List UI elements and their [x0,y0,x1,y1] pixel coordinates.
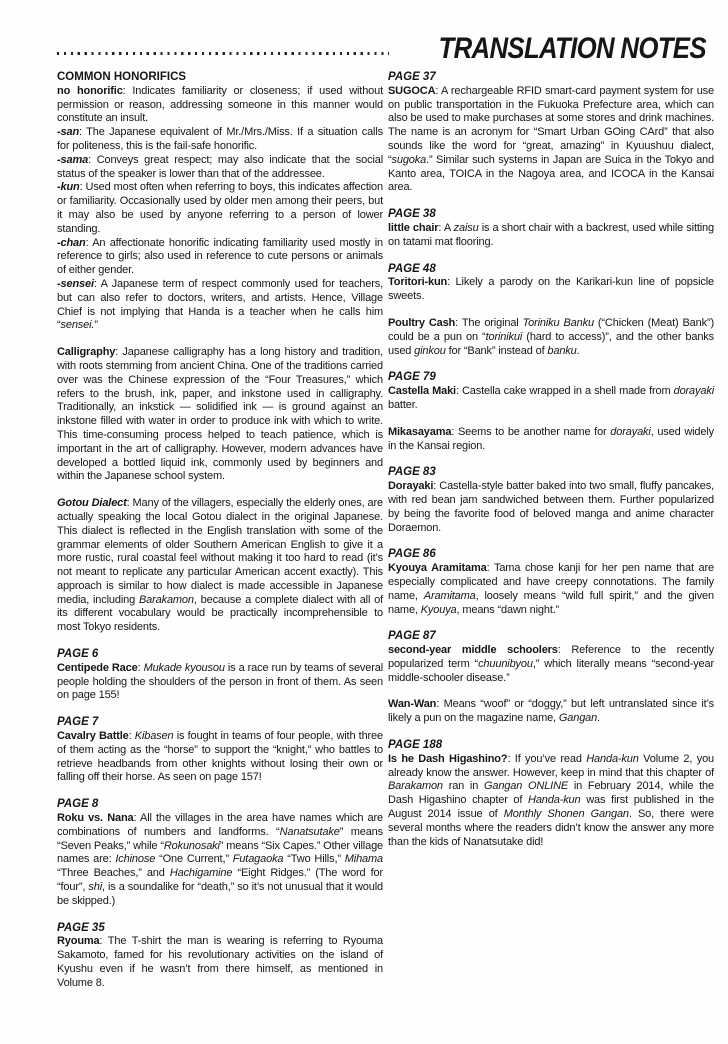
page-label: PAGE 7 [57,716,99,729]
note: -sensei: A Japanese term of respect commonly used for teachers, but can also refer to doctors, writers, and artists. Hence, Village Chief is not implying that Handa is a teacher when he calls him “sensei.” [57,277,383,332]
note: Toritori-kun: Likely a parody on the Karikari-kun line of popsicle sweets. [388,276,714,303]
note: second-year middle schoolers: Reference to the recently popularized term “chuunibyou,” which literally means “second-year middle-schooler disease.” [388,644,715,684]
notes-columns [57,71,714,991]
column-left [57,71,383,991]
page-label: PAGE 87 [388,630,436,643]
page-label: PAGE 35 [57,921,105,934]
page-label: PAGE 8 [57,798,99,811]
note-term: Toritori-kun [388,276,448,289]
note-term: Kyouya Aramitama [388,562,487,575]
page-title: TRANSLATION NOTES [438,32,706,65]
note-term: Gotou Dialect [57,497,127,510]
note: Poultry Cash: The original Toriniku Banku (“Chicken (Meat) Bank”) could be a pun on “torinikui (hard to access)”, and the other banks used ginkou for “Bank” instead of banku. [388,316,714,357]
note-term: second-year middle schoolers [388,644,558,657]
note: Dorayaki: Castella-style batter baked into two small, fluffy pancakes, with red bean jam sandwiched between them. Further popularized by being the favorite food of beloved manga and anime character Doraemon. [388,480,714,534]
note: Centipede Race: Mukade kyousou is a race run by teams of several people holding the shoulders of the person in front of them. As seen on page 155! [57,661,384,702]
note-term: -sama [57,153,89,166]
note: Wan-Wan: Means “woof” or “doggy,” but left untranslated since it’s likely a pun on the magazine name, Gangan. [388,698,714,725]
page-label: PAGE 38 [388,208,436,221]
note: -sama: Conveys great respect; may also indicate that the social status of the speaker is lower than that of the addressee. [57,153,383,180]
note-term: Castella Maki [388,385,456,398]
column-right [388,71,714,991]
note: Mikasayama: Seems to be another name for dorayaki, used widely in the Kansai region. [388,425,714,452]
page-label: PAGE 188 [388,739,443,752]
note-term: Cavalry Battle [57,730,129,743]
note-term: Wan-Wan [388,698,437,711]
note: Gotou Dialect: Many of the villagers, especially the elderly ones, are actually speaking the local Gotou dialect in the original Japanese. This dialect is reflected in the English translation with some of the grammar elements of older Southern American English to give it a more rustic, rural coastal feel without making it too hard to read (it’s not meant to replicate any particular American accent exactly). This approach is similar to how dialect is made accessible in Japanese media, including Barakamon, because a complete dialect with all of its different vocabulary would be practically incomprehensible to most Tokyo residents. [57,497,384,634]
dotted-leader-rule [57,52,389,55]
note-term: Poultry Cash [388,316,456,329]
note: no honorific: Indicates familiarity or closeness; if used without permission or reason, addressing someone in this manner would constitute an insult. [57,84,384,125]
note-term: no honorific [57,84,123,97]
page-label: PAGE 79 [388,371,436,384]
page-label: PAGE 86 [388,548,436,561]
note-term: -kun [57,181,80,194]
note-term: SUGOCA [388,84,436,97]
note: Ryouma: The T-shirt the man is wearing is referring to Ryouma Sakamoto, famed for his revolutionary activities on the island of Kyushu even if he wasn’t from there himself, as mentioned in Volume 8. [57,935,383,989]
page-label: PAGE 37 [388,71,436,83]
note-term: Ryouma [57,935,100,948]
note: Is he Dash Higashino?: If you’ve read Handa-kun Volume 2, you already know the answer. However, keep in mind that this chapter of Barakamon ran in Gangan ONLINE in February 2014, while the Dash Higashino chapter of Handa-kun was first published in the August 2014 issue of Monthly Shonen Gangan. So, there were several months where the readers didn’t know the answer any more than the kids of Nanatsutake did! [388,752,714,848]
note: Roku vs. Nana: All the villages in the area have names which are combinations of numbers and landforms. “Nanatsutake” means “Seven Peaks,” while “Rokunosaki” means “Six Capes.” Other village names are: Ichinose “One Current,” Futagaoka “Two Hills,” Mihama “Three Beaches,” and Hachigamine “Eight Ridges.” (The word for “four”, shi, is a soundalike for “death,” so it’s not unusual that it would be skipped.) [57,812,383,907]
note: Castella Maki: Castella cake wrapped in a shell made from dorayaki batter. [388,385,714,411]
note: Kyouya Aramitama: Tama chose kanji for her pen name that are especially complicated and have creepy connotations. The family name, Aramitama, loosely means “wild full spirit,” and the given name, Kyouya, means “dawn night.” [388,562,714,616]
note: SUGOCA: A rechargeable RFID smart-card payment system for use on public transportation in the Fukuoka Prefecture area, which can also be used to make purchases at some stores and drink machines. The name is an acronym for “Smart Urban GOing CArd” that also sounds like the word for “great, amazing” in Kyuushuu dialect, “sugoka.” Similar such systems in Japan are Suica in the Tokyo and Kanto area, TOICA in the Nagoya area, and ICOCA in the Kansai area. [388,84,714,194]
note: -kun: Used most often when referring to boys, this indicates affection or familiarity. Occasionally used by older men among their peers, but it may also be used by anyone referring to a person of lower standing. [57,181,383,235]
note: -chan: An affectionate honorific indicating familiarity used mostly in reference to girls; also used in reference to cute persons or animals of either gender. [57,236,383,277]
note-term: -san [57,126,80,139]
note-term: Mikasayama [388,425,452,438]
note: Calligraphy: Japanese calligraphy has a long history and tradition, with roots stemming from ancient China. One of the traditions carried over was the Chinese expression of the “Four Treasures,” which refers to the brush, ink, paper, and inkstone used in calligraphy. Traditionally, an inkstick — solidified ink — is ground against an inkstone filled with water in order to produce ink with which to write. This time-consuming process helped to teach patience, which is important in the art of calligraphy. However, modern advances have developed a bottled liquid ink, commonly used by beginners and within the Japanese school system. [57,346,383,483]
note-term: Dorayaki [388,480,434,493]
note: little chair: A zaisu is a short chair with a backrest, used while sitting on tatami mat flooring. [388,221,714,248]
section-heading: COMMON HONORIFICS [57,71,187,83]
note-term: Centipede Race [57,661,138,674]
note-term: Calligraphy [57,346,116,359]
note-term: little chair [388,221,439,234]
note: Cavalry Battle: Kibasen is fought in teams of four people, with three of them acting as the “horse” to support the “knight,” who battles to retrieve headbands from other knights without losing their own or falling off their horse. As seen on page 157! [57,730,383,784]
page-label: PAGE 83 [388,466,436,479]
note-term: -chan [57,236,86,249]
page-label: PAGE 6 [57,648,99,661]
note-term: -sensei [57,277,94,290]
note-term: Roku vs. Nana [57,812,134,825]
note: -san: The Japanese equivalent of Mr./Mrs./Miss. If a situation calls for politeness, this is the fail-safe honorific. [57,126,383,152]
page-label: PAGE 48 [388,262,436,275]
page-header [57,26,714,64]
note-term: Is he Dash Higashino? [388,752,508,765]
